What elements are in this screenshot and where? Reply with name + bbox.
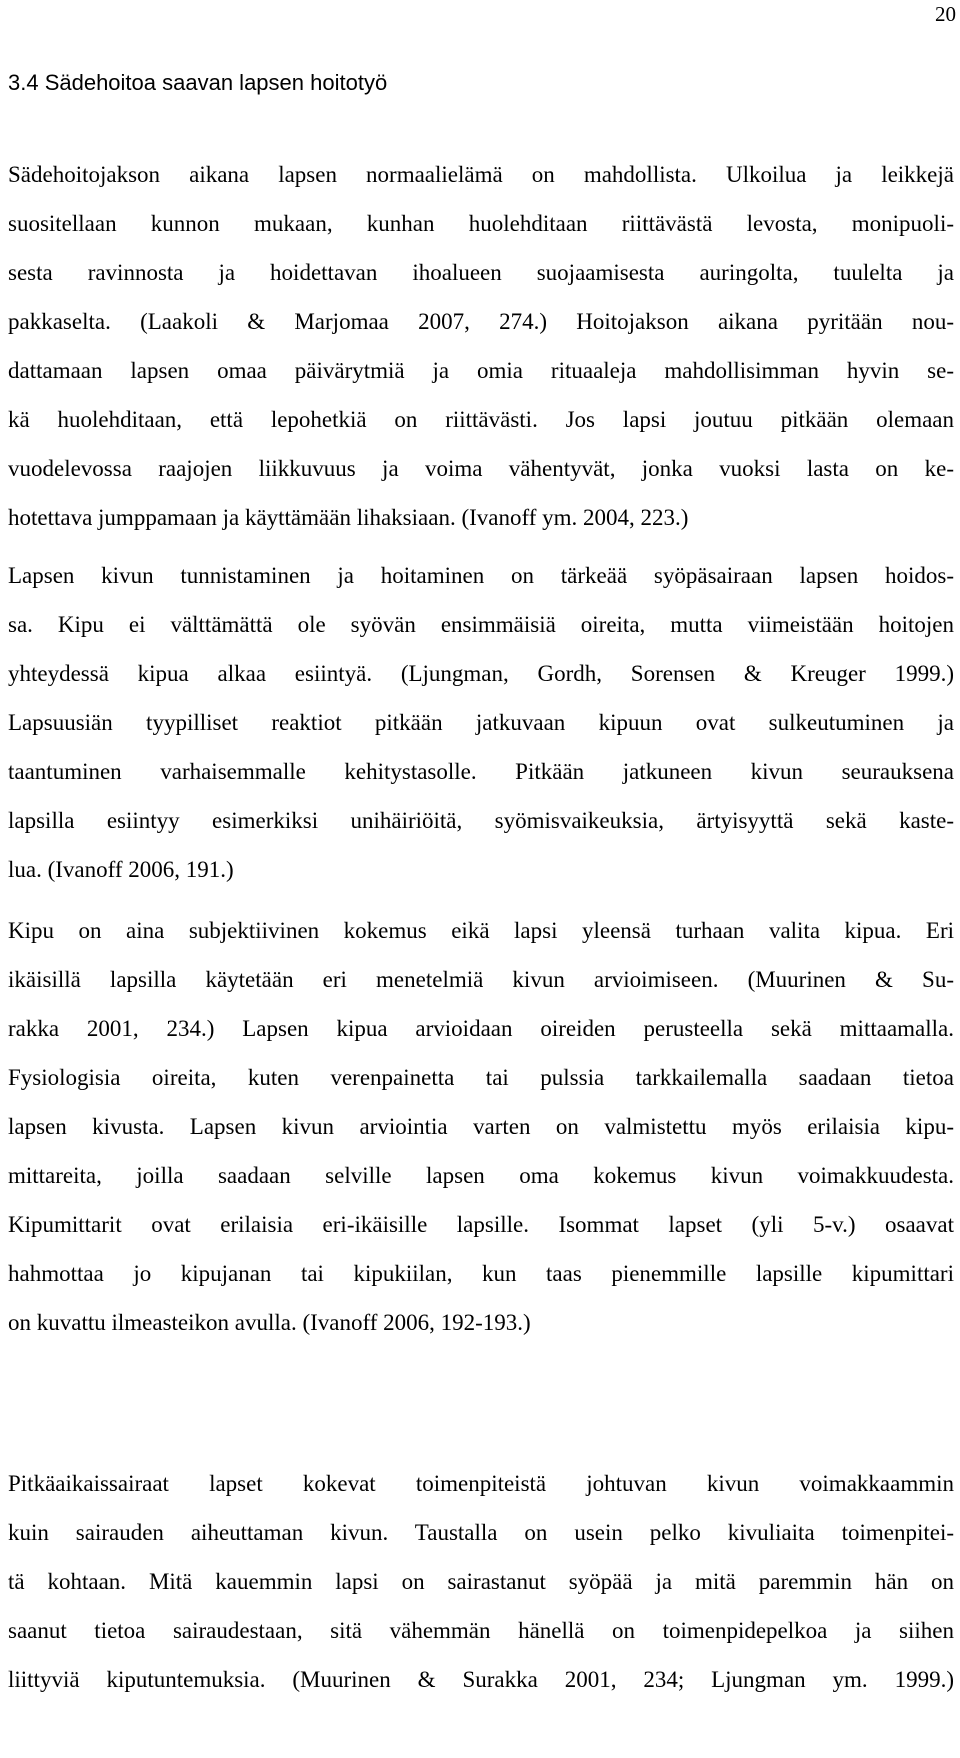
paragraph-line: Lapsen kivun tunnistaminen ja hoitaminen on tärkeää syöpäsairaan lapsen hoidos- bbox=[8, 563, 954, 588]
paragraph-line: kä huolehditaan, että lepohetkiä on riittävästi. Jos lapsi joutuu pitkään olemaan bbox=[8, 407, 954, 432]
paragraph-line: saanut tietoa sairaudestaan, sitä vähemmän hänellä on toimenpidepelkoa ja siihen bbox=[8, 1618, 954, 1643]
paragraph-line: yhteydessä kipua alkaa esiintyä. (Ljungman, Gordh, Sorensen & Kreuger 1999.) bbox=[8, 661, 954, 686]
paragraph-line: Pitkäaikaissairaat lapset kokevat toimenpiteistä johtuvan kivun voimakkaammin bbox=[8, 1471, 954, 1496]
paragraph-line: kuin sairauden aiheuttaman kivun. Taustalla on usein pelko kivuliaita toimenpitei- bbox=[8, 1520, 954, 1545]
paragraph-line: hotettava jumppamaan ja käyttämään lihaksiaan. (Ivanoff ym. 2004, 223.) bbox=[8, 505, 689, 530]
paragraph-line: Fysiologisia oireita, kuten verenpainetta tai pulssia tarkkailemalla saadaan tietoa bbox=[8, 1065, 954, 1090]
paragraph-line: Kipumittarit ovat erilaisia eri-ikäisille lapsille. Isommat lapset (yli 5-v.) osaavat bbox=[8, 1212, 954, 1237]
paragraph-line: suositellaan kunnon mukaan, kunhan huolehditaan riittävästä levosta, monipuoli- bbox=[8, 211, 954, 236]
paragraph-line: sa. Kipu ei välttämättä ole syövän ensimmäisiä oireita, mutta viimeistään hoitojen bbox=[8, 612, 954, 637]
paragraph-line: dattamaan lapsen omaa päivärytmiä ja omia rituaaleja mahdollisimman hyvin se- bbox=[8, 358, 954, 383]
paragraph-line: pakkaselta. (Laakoli & Marjomaa 2007, 274.) Hoitojakson aikana pyritään nou- bbox=[8, 309, 954, 334]
paragraph-line: tä kohtaan. Mitä kauemmin lapsi on sairastanut syöpää ja mitä paremmin hän on bbox=[8, 1569, 954, 1594]
paragraph-4 bbox=[8, 1459, 954, 1704]
paragraph-line: lapsen kivusta. Lapsen kivun arviointia varten on valmistettu myös erilaisia kipu- bbox=[8, 1114, 954, 1139]
paragraph-line: mittareita, joilla saadaan selville lapsen oma kokemus kivun voimakkuudesta. bbox=[8, 1163, 954, 1188]
paragraph-line: sesta ravinnosta ja hoidettavan ihoalueen suojaamisesta auringolta, tuulelta ja bbox=[8, 260, 954, 285]
paragraph-line: Kipu on aina subjektiivinen kokemus eikä lapsi yleensä turhaan valita kipua. Eri bbox=[8, 918, 954, 943]
section-heading: 3.4 Sädehoitoa saavan lapsen hoitotyö bbox=[8, 70, 388, 95]
paragraph-line: ikäisillä lapsilla käytetään eri menetelmiä kivun arvioimiseen. (Muurinen & Su- bbox=[8, 967, 954, 992]
page-number: 20 bbox=[935, 2, 956, 26]
paragraph-line: taantuminen varhaisemmalle kehitystasolle. Pitkään jatkuneen kivun seurauksena bbox=[8, 759, 954, 784]
paragraph-3 bbox=[8, 906, 954, 1347]
paragraph-line: rakka 2001, 234.) Lapsen kipua arvioidaan oireiden perusteella sekä mittaamalla. bbox=[8, 1016, 954, 1041]
paragraph-line: liittyviä kiputuntemuksia. (Muurinen & Surakka 2001, 234; Ljungman ym. 1999.) bbox=[8, 1667, 954, 1692]
paragraph-line: hahmottaa jo kipujanan tai kipukiilan, kun taas pienemmille lapsille kipumittari bbox=[8, 1261, 954, 1286]
paragraph-line: Sädehoitojakson aikana lapsen normaalielämä on mahdollista. Ulkoilua ja leikkejä bbox=[8, 162, 954, 187]
paragraph-line: vuodelevossa raajojen liikkuvuus ja voima vähentyvät, jonka vuoksi lasta on ke- bbox=[8, 456, 954, 481]
paragraph-1 bbox=[8, 150, 954, 542]
paragraph-line: on kuvattu ilmeasteikon avulla. (Ivanoff 2006, 192-193.) bbox=[8, 1310, 531, 1335]
paragraph-line: lua. (Ivanoff 2006, 191.) bbox=[8, 857, 234, 882]
paragraph-line: lapsilla esiintyy esimerkiksi unihäiriöitä, syömisvaikeuksia, ärtyisyyttä sekä kaste- bbox=[8, 808, 954, 833]
paragraph-line: Lapsuusiän tyypilliset reaktiot pitkään jatkuvaan kipuun ovat sulkeutuminen ja bbox=[8, 710, 954, 735]
paragraph-2 bbox=[8, 551, 954, 894]
